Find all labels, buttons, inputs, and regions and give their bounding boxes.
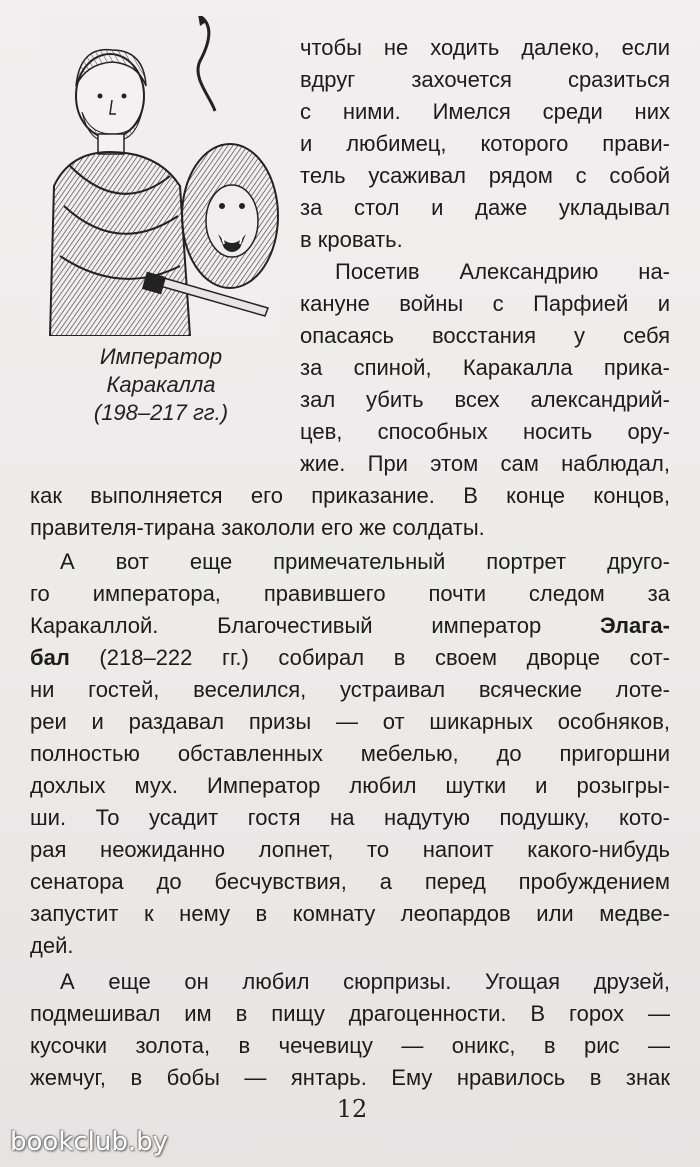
text-line: кануне войны с Парфией и xyxy=(300,291,670,316)
text-line: цев, способных носить ору- xyxy=(300,419,670,444)
text-line: рая неожиданно лопнет, то напоит какого-нибудь xyxy=(30,837,670,862)
text-segment: Каракаллой. Благочестивый император xyxy=(30,613,600,638)
text-line: зал убить всех александрий- xyxy=(300,387,670,412)
text-line: го императора, правившего почти следом за xyxy=(30,581,670,606)
illustration-caption xyxy=(30,343,292,427)
emphasized-name: Элага- xyxy=(599,613,670,638)
text-line: реи и раздавал призы — от шикарных особняков, xyxy=(30,709,670,734)
text-line: дей. xyxy=(30,933,74,958)
text-line: сенатора до бесчувствия, а перед пробуждением xyxy=(30,869,670,894)
text-line: за стол и даже укладывал xyxy=(300,195,670,220)
text-line xyxy=(30,643,670,673)
text-line: опасаясь восстания у себя xyxy=(300,323,670,348)
text-line: А вот еще примечательный портрет друго- xyxy=(60,549,670,574)
text-line: дохлых мух. Император любил шутки и розыгры- xyxy=(30,773,670,798)
text-line: подмешивал им в пищу драгоценности. В горох — xyxy=(30,1001,670,1026)
text-line: и любимец, которого прави- xyxy=(300,131,670,156)
text-line: А еще он любил сюрпризы. Угощая друзей, xyxy=(60,969,670,994)
text-line: вдруг захочется сразиться xyxy=(300,67,670,92)
text-line: чтобы не ходить далеко, если xyxy=(300,35,670,60)
caption-line-2: Каракалла xyxy=(106,372,216,397)
watermark: bookclub.by xyxy=(10,1127,169,1157)
text-line: тель усаживал рядом с собой xyxy=(300,163,670,188)
text-line: Посетив Александрию на- xyxy=(335,259,670,284)
text-line: правителя-тирана закололи его же солдаты. xyxy=(30,515,485,540)
caption-line-1: Император xyxy=(99,344,223,369)
caption-line-3: (198–217 гг.) xyxy=(93,400,229,425)
text-line: кусочки золота, в чечевицу — оникс, в рис — xyxy=(30,1033,670,1058)
text-line: жие. При этом сам наблюдал, xyxy=(300,451,670,476)
text-line: как выполняется его приказание. В конце концов, xyxy=(30,483,670,508)
text-line: в кровать. xyxy=(300,227,403,252)
text-line: жемчуг, в бобы — янтарь. Ему нравилось в знак xyxy=(30,1065,670,1090)
text-line: ши. То усадит гостя на надутую подушку, кото- xyxy=(30,805,670,830)
text-line: с ними. Имелся среди них xyxy=(300,99,670,124)
emphasized-name: бал xyxy=(30,645,70,670)
text-line: полностью обставленных мебелью, до пригоршни xyxy=(30,741,670,766)
text-line: ни гостей, веселился, устраивал всяческие лоте- xyxy=(30,677,670,702)
page-number: 12 xyxy=(336,1095,368,1123)
text-line xyxy=(30,611,670,641)
text-segment: (218–222 гг.) собирал в своем дворце сот- xyxy=(69,645,670,670)
text-line: запустит к нему в комнату леопардов или медве- xyxy=(30,901,670,926)
text-line: за спиной, Каракалла прика- xyxy=(300,355,670,380)
emperor-with-lion-illustration xyxy=(40,16,280,336)
